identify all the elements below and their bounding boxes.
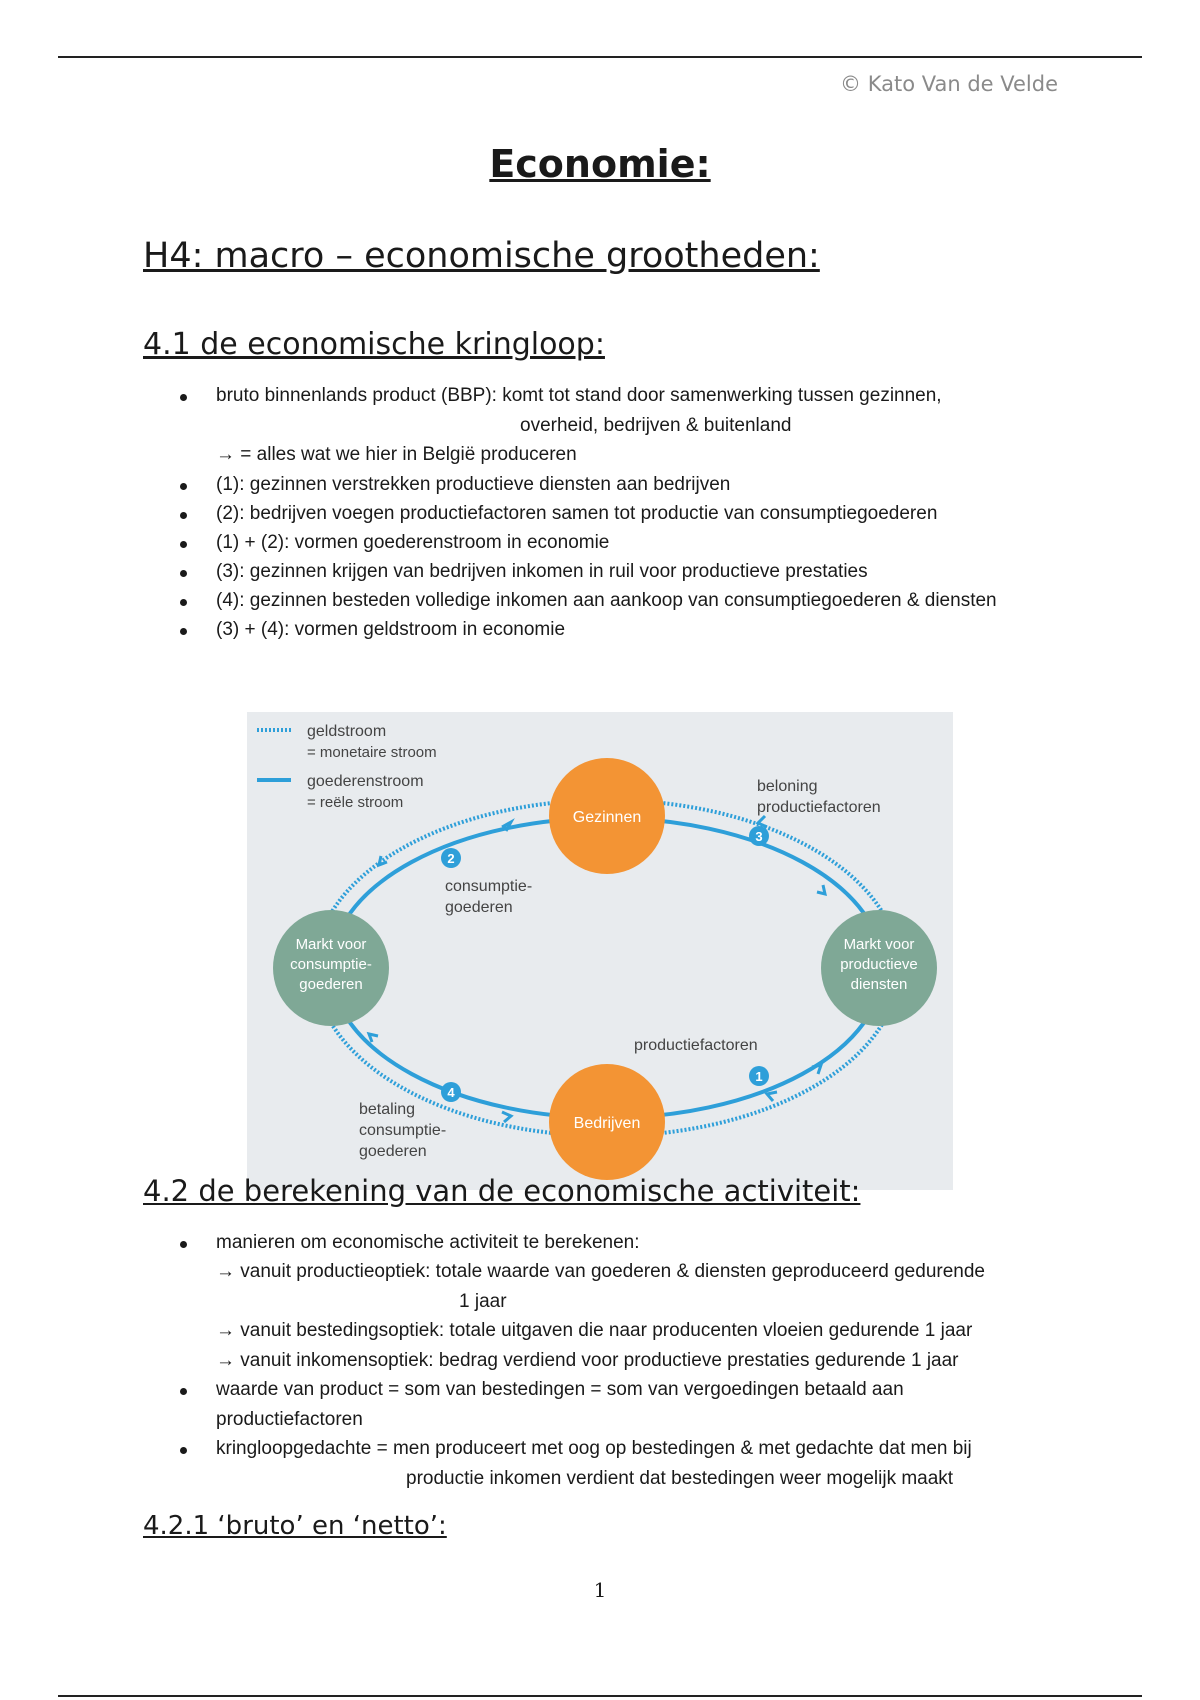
section-heading-4-2-1: 4.2.1 ‘bruto’ en ‘netto’:	[143, 1511, 447, 1541]
consumer-market-label: Markt voor	[295, 936, 367, 953]
bullet-dot	[180, 1447, 187, 1454]
bullet-text: waarde van product = som van bestedingen = som van vergoedingen betaald aan	[216, 1379, 904, 1400]
copyright: © Kato Van de Velde	[840, 72, 1058, 96]
bullet-dot	[180, 570, 187, 577]
bullet-dot	[180, 1241, 187, 1248]
bottom-rule	[58, 1695, 1142, 1697]
bullet-text: (1): gezinnen verstrekken productieve diensten aan bedrijven	[216, 474, 731, 495]
bullet-dot	[180, 628, 187, 635]
arrow-icon	[369, 1034, 378, 1042]
legend-goods-2: = reële stroom	[307, 794, 404, 811]
consumer-goods-label: goederen	[445, 899, 513, 916]
top-rule	[58, 56, 1142, 58]
bullet-text: (4): gezinnen besteden volledige inkomen aan aankoop van consumptiegoederen & diensten	[216, 590, 997, 611]
page-number: 1	[593, 1578, 607, 1602]
badge-1-label: 1	[755, 1069, 763, 1084]
page-title: Economie:	[489, 142, 711, 186]
arrow-note: → vanuit inkomensoptiek: bedrag verdiend voor productieve prestaties gedurende 1 jaar	[216, 1350, 959, 1371]
factor-market-label: diensten	[850, 976, 908, 993]
badge-4-label: 4	[447, 1085, 455, 1100]
bullet-text: (1) + (2): vormen goederenstroom in economie	[216, 532, 610, 553]
bullet-dot	[180, 599, 187, 606]
section-heading-4-1: 4.1 de economische kringloop:	[143, 327, 605, 362]
bullet-continuation: overheid, bedrijven & buitenland	[520, 415, 792, 436]
arrow-icon	[502, 1112, 511, 1122]
arrow-icon	[817, 885, 825, 894]
bullet-text: kringloopgedachte = men produceert met oog op bestedingen & met gedachte dat men bij	[216, 1438, 972, 1459]
consumer-market-label: consumptie-	[290, 956, 372, 973]
legend-money-2: = monetaire stroom	[307, 744, 437, 761]
legend-money-1: geldstroom	[307, 723, 387, 740]
arrow-icon	[758, 816, 767, 827]
bullet-text: (2): bedrijven voegen productiefactoren samen tot productie van consumptiegoederen	[216, 503, 938, 524]
factor-market-label: productieve	[840, 956, 918, 973]
firms-label: Bedrijven	[573, 1115, 641, 1132]
arrow-note: → = alles wat we hier in België produceren	[216, 444, 577, 465]
payment-label: consumptie-	[359, 1122, 447, 1139]
consumer-market-label: goederen	[299, 976, 363, 993]
section-heading-4-2: 4.2 de berekening van de economische activiteit:	[143, 1174, 861, 1208]
chapter-heading: H4: macro – economische grootheden:	[143, 236, 820, 276]
badge-3-label: 3	[755, 829, 763, 844]
bullet-text: (3) + (4): vormen geldstroom in economie	[216, 619, 566, 640]
bullet-dot	[180, 394, 187, 401]
bullet-dot	[180, 483, 187, 490]
bullet-continuation: productiefactoren	[216, 1409, 363, 1430]
payment-label: betaling	[359, 1101, 416, 1118]
households-label: Gezinnen	[572, 809, 642, 826]
bullet-dot	[180, 512, 187, 519]
bullet-text: bruto binnenlands product (BBP): komt tot stand door samenwerking tussen gezinnen,	[216, 385, 942, 406]
reward-label: productiefactoren	[757, 799, 881, 816]
bullet-dot	[180, 541, 187, 548]
bullet-text: manieren om economische activiteit te berekenen:	[216, 1232, 640, 1253]
arrow-continuation: 1 jaar	[459, 1291, 507, 1312]
badge-2-label: 2	[447, 851, 455, 866]
circular-flow-diagram	[247, 712, 953, 1190]
consumer-goods-label: consumptie-	[445, 878, 533, 895]
payment-label: goederen	[359, 1143, 427, 1160]
factors-label: productiefactoren	[634, 1037, 758, 1054]
factor-market-label: Markt voor	[843, 936, 915, 953]
bullet-continuation: productie inkomen verdient dat bestedingen weer mogelijk maakt	[406, 1468, 954, 1489]
legend-goods-1: goederenstroom	[307, 773, 424, 790]
reward-label: beloning	[757, 778, 818, 795]
bullet-text: (3): gezinnen krijgen van bedrijven inkomen in ruil voor productieve prestaties	[216, 561, 868, 582]
arrow-note: → vanuit productieoptiek: totale waarde van goederen & diensten geproduceerd gedurende	[216, 1261, 985, 1282]
arrow-note: → vanuit bestedingsoptiek: totale uitgaven die naar producenten vloeien gedurende 1 jaar	[216, 1320, 973, 1341]
arrow-icon	[767, 1092, 777, 1101]
bullet-dot	[180, 1388, 187, 1395]
